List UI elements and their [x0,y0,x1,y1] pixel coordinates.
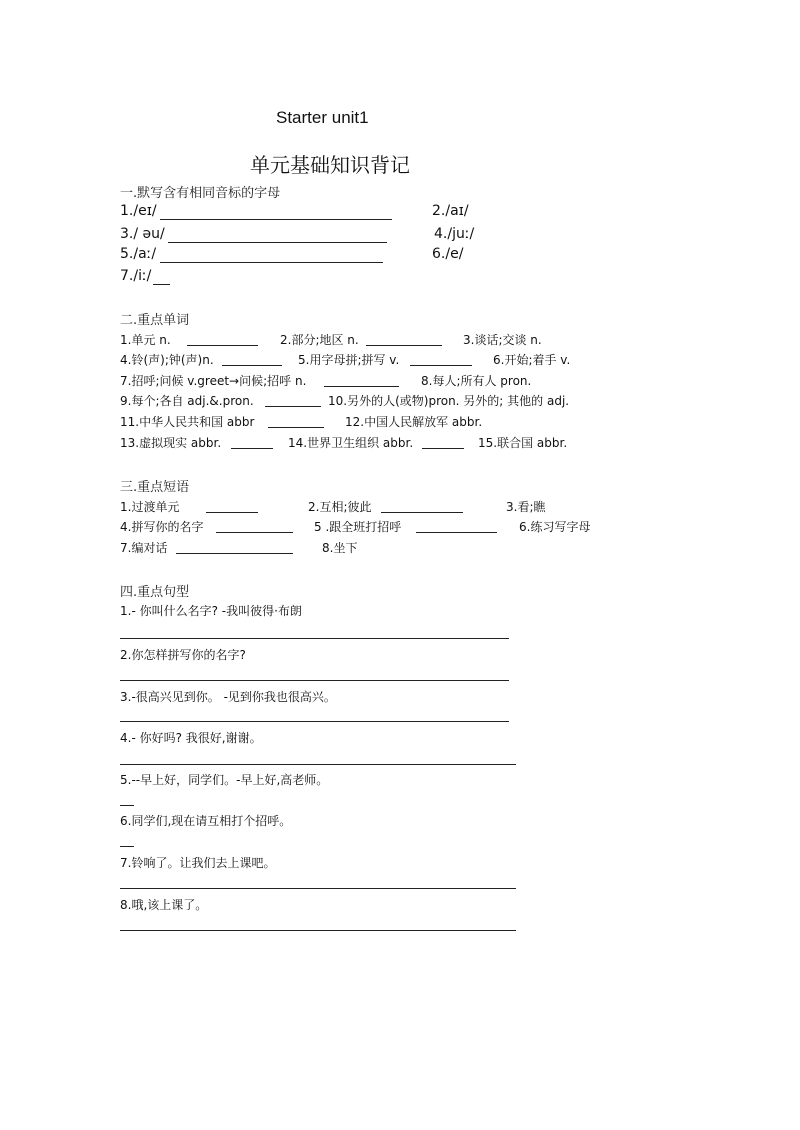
answer-line[interactable] [120,930,516,931]
answer-blank[interactable] [324,386,399,387]
answer-line[interactable] [120,764,516,765]
word-item-7: 7.招呼;问候 v.greet→问候;招呼 n. [120,374,307,388]
phrase-item-1: 1.过渡单元 [120,500,180,514]
phonetic-item-7: 7./iː/ [120,268,152,284]
section4-heading: 四.重点句型 [120,585,190,600]
answer-blank[interactable] [231,448,273,449]
phonetic-item-3: 3./ əu/ [120,226,165,242]
answer-line[interactable] [120,805,134,806]
sentence-item-1: 1.- 你叫什么名字? -我叫彼得·布朗 [120,604,302,618]
sentence-item-6: 6.同学们,现在请互相打个招呼。 [120,814,292,828]
word-item-1: 1.单元 n. [120,333,171,347]
sentence-item-7: 7.铃响了。让我们去上课吧。 [120,856,276,870]
answer-blank[interactable] [422,448,464,449]
answer-blank[interactable] [176,553,293,554]
answer-blank[interactable] [268,427,324,428]
word-item-2: 2.部分;地区 n. [280,333,359,347]
answer-line[interactable] [120,680,509,681]
answer-blank[interactable] [216,532,293,533]
phrase-item-4: 4.拼写你的名字 [120,520,204,534]
word-item-14: 14.世界卫生组织 abbr. [288,436,414,450]
answer-blank[interactable] [222,365,282,366]
section3-heading: 三.重点短语 [120,480,190,495]
word-item-12: 12.中国人民解放军 abbr. [345,415,483,429]
phonetic-item-5: 5./aː/ [120,246,157,262]
word-item-10: 10.另外的人(或物)pron. 另外的; 其他的 adj. [328,394,570,408]
word-item-15: 15.联合国 abbr. [478,436,568,450]
word-item-5: 5.用字母拼;拼写 v. [298,353,400,367]
answer-line[interactable] [120,846,134,847]
sentence-item-8: 8.哦,该上课了。 [120,898,208,912]
phrase-item-2: 2.互相;彼此 [308,500,372,514]
phrase-item-8: 8.坐下 [322,541,358,555]
page-subtitle: 单元基础知识背记 [250,153,410,177]
answer-blank[interactable] [160,219,392,220]
section2-heading: 二.重点单词 [120,313,190,328]
answer-blank[interactable] [265,406,321,407]
answer-blank[interactable] [416,532,497,533]
phonetic-item-4: 4./juː/ [434,226,475,242]
answer-line[interactable] [120,638,509,639]
phonetic-item-1: 1./eɪ/ [120,203,157,219]
answer-blank[interactable] [206,512,258,513]
answer-blank[interactable] [187,345,258,346]
word-item-11: 11.中华人民共和国 abbr [120,415,255,429]
word-item-9: 9.每个;各自 adj.&.pron. [120,394,254,408]
phrase-item-3: 3.看;瞧 [506,500,546,514]
word-item-6: 6.开始;着手 v. [493,353,571,367]
answer-blank[interactable] [153,284,170,285]
answer-blank[interactable] [381,512,463,513]
sentence-item-5: 5.--早上好，同学们。-早上好,高老师。 [120,773,329,787]
section1-heading: 一.默写含有相同音标的字母 [120,186,281,201]
phonetic-item-2: 2./aɪ/ [432,203,469,219]
answer-blank[interactable] [168,242,387,243]
answer-line[interactable] [120,888,516,889]
phrase-item-7: 7.编对话 [120,541,168,555]
phonetic-item-6: 6./e/ [432,246,464,262]
answer-blank[interactable] [366,345,442,346]
word-item-4: 4.铃(声);钟(声)n. [120,353,214,367]
answer-blank[interactable] [410,365,472,366]
sentence-item-4: 4.- 你好吗? 我很好,谢谢。 [120,731,262,745]
sentence-item-2: 2.你怎样拼写你的名字? [120,648,246,662]
phrase-item-6: 6.练习写字母 [519,520,591,534]
word-item-3: 3.谈话;交谈 n. [463,333,542,347]
word-item-8: 8.每人;所有人 pron. [421,374,532,388]
answer-blank[interactable] [160,262,383,263]
word-item-13: 13.虚拟现实 abbr. [120,436,222,450]
phrase-item-5: 5 .跟全班打招呼 [314,520,402,534]
sentence-item-3: 3.-很高兴见到你。 -见到你我也很高兴。 [120,690,336,704]
answer-line[interactable] [120,721,509,722]
page-title: Starter unit1 [276,108,369,127]
